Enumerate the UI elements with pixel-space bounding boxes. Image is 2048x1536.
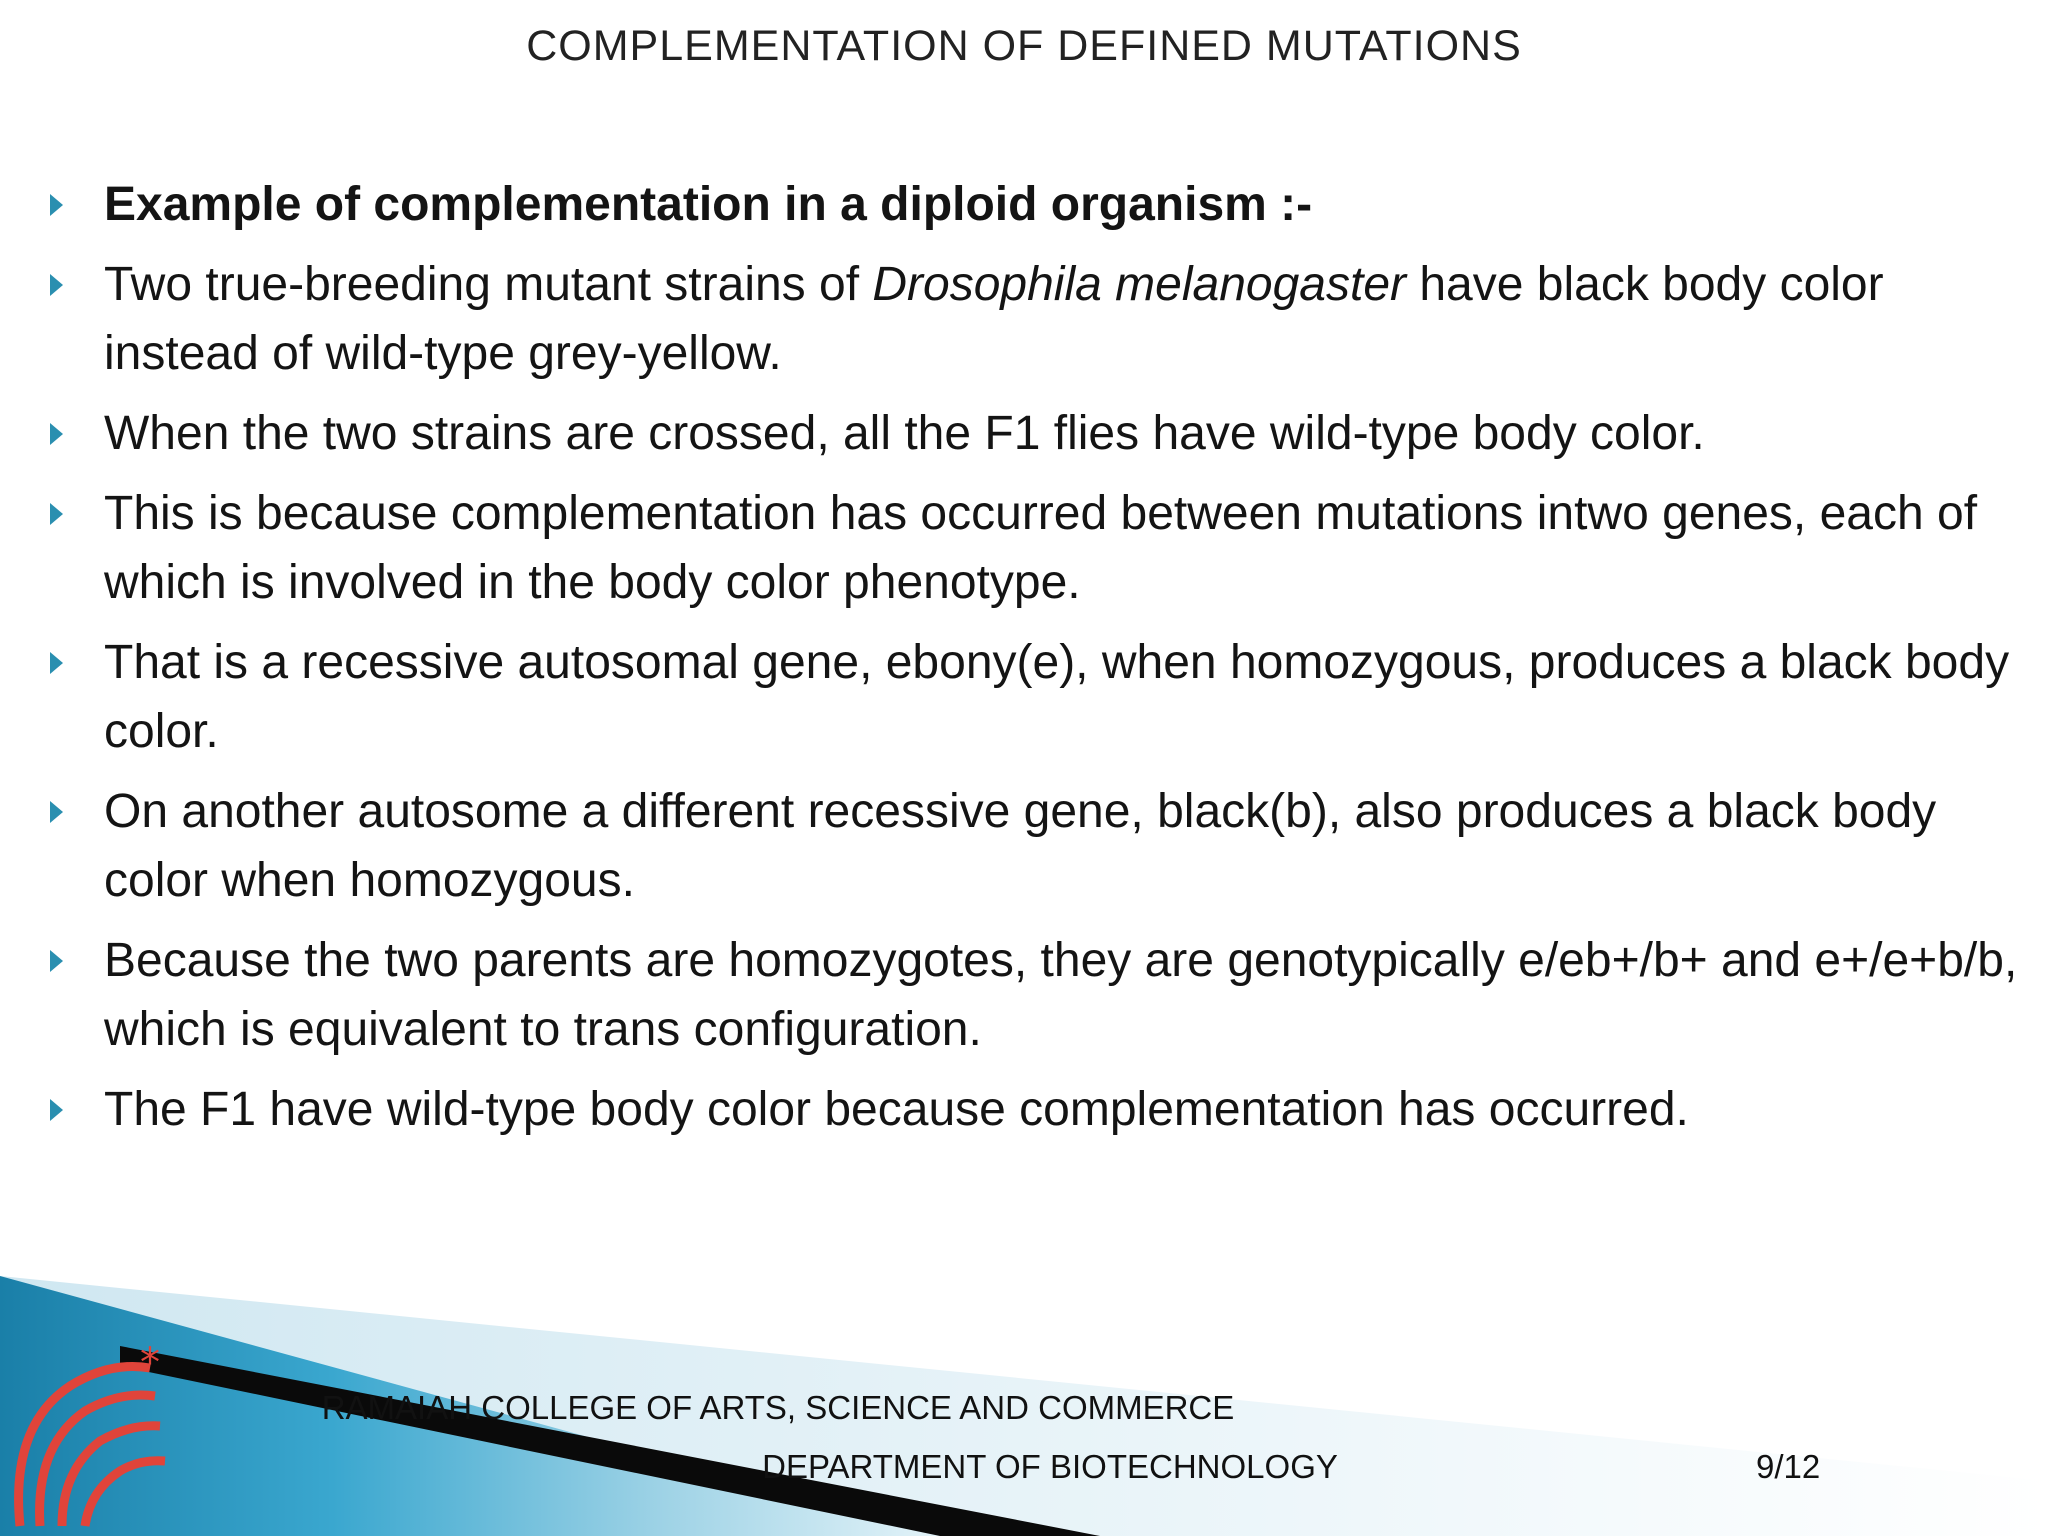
svg-text:*: * [140, 1340, 160, 1386]
bullet-item [42, 926, 2022, 1064]
footer-college-name: RAMAIAH COLLEGE OF ARTS, SCIENCE AND COMMERCE [321, 1389, 1235, 1426]
bullet-text: On another autosome a different recessive gene, black(b), also produces a black body color when homozygous. [104, 785, 1937, 907]
bullet-item [42, 628, 2022, 766]
triangle-bullet-icon [50, 1099, 63, 1121]
triangle-bullet-icon [50, 950, 63, 972]
species-name: Drosophila melanogaster [872, 258, 1406, 311]
bullet-item [42, 777, 2022, 915]
bullet-item [42, 170, 2022, 239]
bullet-text: Two true-breeding mutant strains of [104, 258, 873, 311]
bullet-text: That is a recessive autosomal gene, ebony(e), when homozygous, produces a black body color. [104, 636, 2010, 758]
slide-title: COMPLEMENTATION OF DEFINED MUTATIONS [526, 22, 1522, 70]
triangle-bullet-icon [50, 194, 63, 216]
bullet-text: Because the two parents are homozygotes, they are genotypically e/eb+/b+ and e+/e+b/b, which is equivalent to trans configuration. [104, 934, 2018, 1056]
bullet-text: When the two strains are crossed, all the F1 flies have wild-type body color. [104, 407, 1705, 460]
footer-department: DEPARTMENT OF BIOTECHNOLOGY [762, 1448, 1338, 1485]
bullet-text: The F1 have wild-type body color because complementation has occurred. [104, 1083, 1689, 1136]
triangle-bullet-icon [50, 274, 63, 296]
page-number: 9/12 [1756, 1448, 1821, 1485]
bullet-text: Example of complementation in a diploid organism :- [104, 178, 1313, 231]
triangle-bullet-icon [50, 652, 63, 674]
bullet-item [42, 1075, 2022, 1144]
bullet-item [42, 479, 2022, 617]
triangle-bullet-icon [50, 423, 63, 445]
triangle-bullet-icon [50, 801, 63, 823]
bullet-item [42, 399, 2022, 468]
bullet-list [42, 170, 2022, 1155]
bullet-text: have black body color instead of wild-type grey-yellow. [104, 258, 1884, 380]
bullet-item [42, 250, 2022, 388]
triangle-bullet-icon [50, 503, 63, 525]
bullet-text: This is because complementation has occurred between mutations intwo genes, each of which is involved in the body color phenotype. [104, 487, 1978, 609]
